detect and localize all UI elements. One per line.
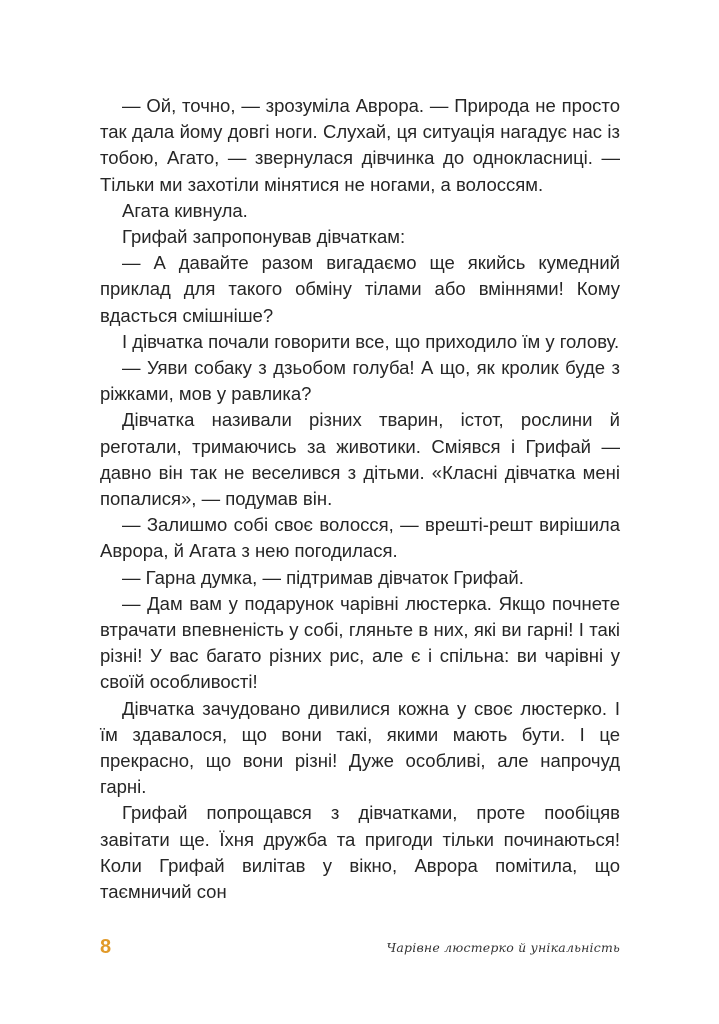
paragraph: — Дам вам у подарунок чарівні люстерка. Якщо почнете втрачати впевненість у собі, гляньте в них, які ви гарні! І такі різні! У вас багато різних рис, але є і спільна: ви чарівні у своїй особливості!	[100, 592, 620, 693]
paragraph: Агата кивнула.	[122, 199, 248, 221]
paragraph: І дівчатка почали говорити все, що приходило їм у голову.	[122, 330, 620, 352]
paragraph: — А давайте разом вигадаємо ще якийсь кумедний приклад для такого обміну тілами або вміннями! Кому вдасться смішніше?	[100, 252, 620, 326]
paragraph: Грифай попрощався з дівчатками, проте пообіцяв завітати ще. Їхня дружба та пригоди тільки починаються! Коли Грифай вилітав у вікно, Аврора помітила, що таємничий сон	[100, 802, 620, 903]
paragraph: — Залишмо собі своє волосся, — врешті-решт вирішила Аврора, й Агата з нею погодилася.	[100, 514, 620, 562]
paragraph: Грифай запропонував дівчаткам:	[122, 226, 406, 248]
paragraph: — Гарна думка, — підтримав дівчаток Грифай.	[122, 566, 524, 588]
page-footer	[100, 932, 620, 966]
paragraph: — Ой, точно, — зрозуміла Аврора. — Природа не просто так дала йому довгі ноги. Слухай, ця ситуація нагадує нас із тобою, Агато, — звернулася дівчинка до однокласниці. — Тільки ми захотіли мінятися не ногами, а волоссям.	[100, 95, 620, 195]
paragraph: — Уяви собаку з дзьобом голуба! А що, як кролик буде з ріжками, мов у равлика?	[100, 357, 620, 405]
page-body-text	[100, 93, 620, 905]
paragraph: Дівчатка зачудовано дивилися кожна у своє люстерко. І їм здавалося, що вони такі, якими мають бути. І це прекрасно, що вони різні! Дуже особливі, але напрочуд гарні.	[100, 697, 620, 798]
paragraph: Дівчатка називали різних тварин, істот, рослини й реготали, тримаючись за животики. Сміявся і Грифай — давно він так не веселився з дітьми. «Класні дівчатка мені попалися», — подумав він.	[100, 409, 620, 510]
page-number: 8	[100, 936, 112, 958]
running-title: Чарівне люстерко й унікальність	[386, 940, 620, 955]
